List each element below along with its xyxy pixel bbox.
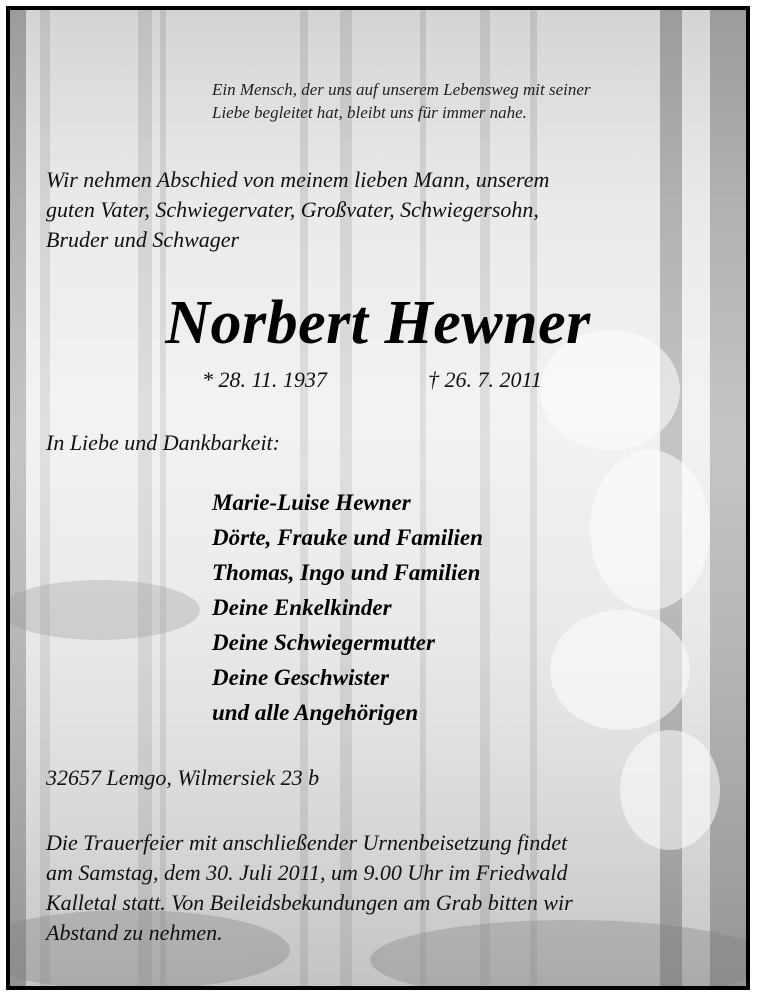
- motto-line: Ein Mensch, der uns auf unserem Lebensweg mit seiner: [212, 80, 591, 99]
- intro-line: guten Vater, Schwiegervater, Großvater, Schwiegersohn,: [46, 197, 539, 222]
- thanks-heading: In Liebe und Dankbarkeit:: [46, 430, 280, 455]
- ceremony-line: Kalletal statt. Von Beileidsbekundungen am Grab bitten wir: [46, 890, 573, 915]
- obituary-notice: [6, 6, 750, 990]
- ceremony-info: [46, 828, 573, 948]
- mourner-entry: Marie-Luise Hewner: [212, 490, 411, 515]
- death-date: † 26. 7. 2011: [428, 367, 542, 392]
- mourner-entry: Dörte, Frauke und Familien: [212, 525, 483, 550]
- farewell-intro: [46, 165, 549, 255]
- ceremony-line: Die Trauerfeier mit anschließender Urnenbeisetzung findet: [46, 830, 568, 855]
- ceremony-line: Abstand zu nehmen.: [46, 920, 223, 945]
- mourners-list: [212, 485, 483, 730]
- mourner-entry: und alle Angehörigen: [212, 700, 419, 725]
- motto-line: Liebe begleitet hat, bleibt uns für immer nahe.: [212, 103, 527, 122]
- family-address: 32657 Lemgo, Wilmersiek 23 b: [46, 765, 320, 790]
- ceremony-line: am Samstag, dem 30. Juli 2011, um 9.00 Uhr im Friedwald: [46, 860, 568, 885]
- mourner-entry: Deine Geschwister: [212, 665, 389, 690]
- mourner-entry: Deine Enkelkinder: [212, 595, 392, 620]
- birth-date: * 28. 11. 1937: [202, 367, 327, 392]
- mourner-entry: Thomas, Ingo und Familien: [212, 560, 481, 585]
- deceased-name: Norbert Hewner: [165, 289, 591, 357]
- mourner-entry: Deine Schwiegermutter: [212, 630, 435, 655]
- intro-line: Bruder und Schwager: [46, 227, 240, 252]
- motto-quote: [212, 78, 591, 124]
- intro-line: Wir nehmen Abschied von meinem lieben Mann, unserem: [46, 167, 550, 192]
